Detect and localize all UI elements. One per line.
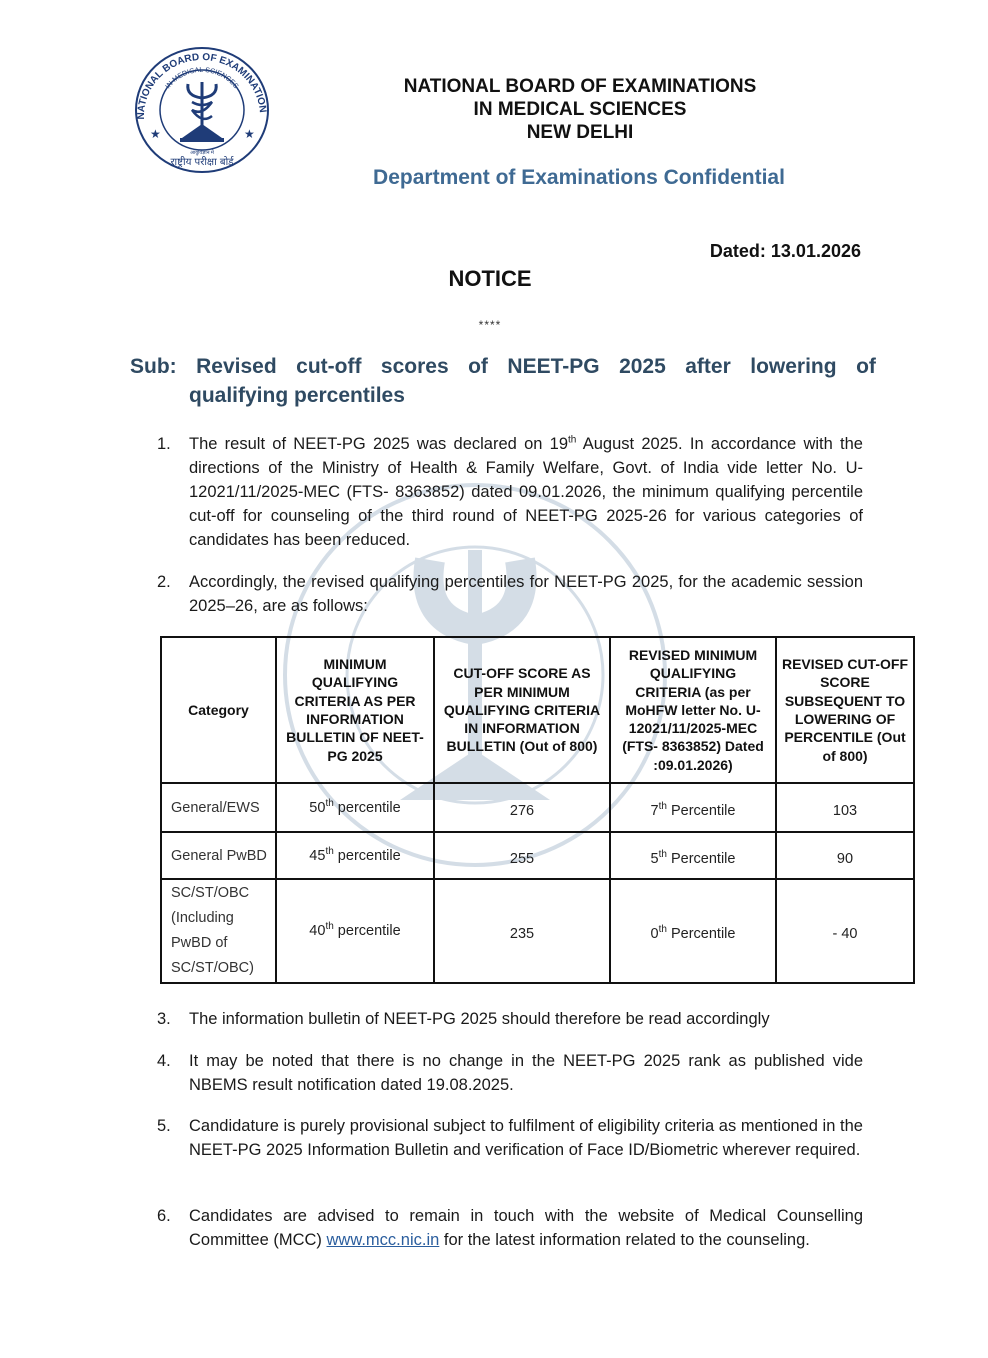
paragraph-number: 3. [157,1010,171,1028]
nbems-logo [128,44,276,174]
subject-line [130,352,876,410]
subject-word: lowering [750,355,837,378]
paragraph-number: 6. [157,1207,171,1225]
separator-stars: **** [478,318,502,332]
cell-min-percentile: 40th percentile [276,879,434,983]
paragraph-text: The information bulletin of NEET-PG 2025 should therefore be read accordingly [189,1010,770,1028]
cell-category: SC/ST/OBC (Including PwBD of SC/ST/OBC) [161,879,276,983]
subject-word: NEET-PG [507,355,600,378]
cell-revised-cutoff: 103 [776,783,914,832]
paragraph-text: Candidates are advised to remain in touch with the website of Medical Counselling Committee (MCC) www.mcc.nic.in for the latest information related to the counseling. [189,1207,863,1249]
paragraph-text: Candidature is purely provisional subject to fulfilment of eligibility criteria as mentioned in the NEET-PG 2025 Information Bulletin and verification of Face ID/Biometric wherever required. [189,1117,863,1159]
paragraph-number: 2. [157,573,171,591]
table-row [161,879,914,983]
paragraph-6 [157,1204,863,1252]
subject-line-2: qualifying percentiles [189,384,405,407]
cell-revised-percentile: 0th Percentile [610,879,776,983]
svg-text:आयुर्विज्ञान में: आयुर्विज्ञान में [190,150,214,156]
cell-cutoff: 276 [434,783,610,832]
subject-word: scores [380,355,449,378]
subject-word: of [468,355,488,378]
cell-min-percentile: 50th percentile [276,783,434,832]
svg-text:NATIONAL BOARD OF EXAMINATIONS: NATIONAL BOARD OF EXAMINATION [135,51,268,120]
svg-text:IN MEDICAL SCIENCES: IN MEDICAL SCIENCES [164,66,240,91]
subject-word: cut-off [296,355,362,378]
subject-word: Revised [196,355,277,378]
paragraph-3 [157,1007,863,1031]
paragraph-number: 1. [157,435,171,453]
paragraph-text: Accordingly, the revised qualifying percentiles for NEET-PG 2025, for the academic session 2025–26, are as follows: [189,573,863,615]
paragraph-5 [157,1114,863,1162]
cutoff-table [160,636,915,984]
subject-line-1 [130,352,876,381]
header-cutoff-score: CUT-OFF SCORE AS PER MINIMUM QUALIFYING CRITERIA IN INFORMATION BULLETIN (Out of 800) [434,637,610,783]
header-min-criteria: MINIMUM QUALIFYING CRITERIA AS PER INFORMATION BULLETIN OF NEET-PG 2025 [276,637,434,783]
cell-revised-cutoff: 90 [776,832,914,879]
cell-cutoff: 235 [434,879,610,983]
header-revised-cutoff: REVISED CUT-OFF SCORE SUBSEQUENT TO LOWERING OF PERCENTILE (Out of 800) [776,637,914,783]
table-row [161,832,914,879]
cell-category: General/EWS [161,783,276,832]
subject-word: after [685,355,731,378]
notice-date: Dated: 13.01.2026 [709,241,861,261]
cell-revised-percentile: 5th Percentile [610,832,776,879]
cell-category: General PwBD [161,832,276,879]
org-name-line1: NATIONAL BOARD OF EXAMINATIONS [403,76,757,97]
org-name-line2: IN MEDICAL SCIENCES [473,99,687,120]
table-row [161,783,914,832]
notice-title: NOTICE [448,266,532,291]
cell-min-percentile: 45th percentile [276,832,434,879]
header-category: Category [161,637,276,783]
header-revised-criteria: REVISED MINIMUM QUALIFYING CRITERIA (as per MoHFW letter No. U-12021/11/2025-MEC (FTS- 8363852) Dated :09.01.2026) [610,637,776,783]
svg-text:★: ★ [244,127,255,141]
paragraph-text: It may be noted that there is no change in the NEET-PG 2025 rank as published vide NBEMS result notification dated 19.08.2025. [189,1052,863,1094]
mcc-website-link[interactable]: www.mcc.nic.in [326,1231,440,1249]
subject-label: Sub: [130,355,177,378]
caduceus-emblem-icon [128,44,276,174]
cell-revised-percentile: 7th Percentile [610,783,776,832]
svg-text:राष्ट्रीय परीक्षा बोर्ड: राष्ट्रीय परीक्षा बोर्ड [170,157,234,168]
paragraph-text: The result of NEET-PG 2025 was declared on 19th August 2025. In accordance with the directions of the Ministry of Health & Family Welfare, Govt. of India vide letter No. U-12021/11/2025-MEC (FTS- 8363852) dated 09.01.2026, the minimum qualifying percentile cut-off for counseling of the third round of NEET-PG 2025-26 for various categories of candidates has been reduced. [189,434,863,549]
paragraph-1 [157,432,863,552]
paragraph-number: 4. [157,1052,171,1070]
subject-word: of [856,355,876,378]
cell-cutoff: 255 [434,832,610,879]
svg-text:★: ★ [150,127,161,141]
paragraph-4 [157,1049,863,1097]
paragraph-number: 5. [157,1117,171,1135]
department-title: Department of Examinations Confidential [373,166,785,189]
table-header-row [161,637,914,783]
paragraph-2 [157,570,863,618]
org-location: NEW DELHI [526,122,634,143]
subject-word: 2025 [619,355,666,378]
cell-revised-cutoff: - 40 [776,879,914,983]
